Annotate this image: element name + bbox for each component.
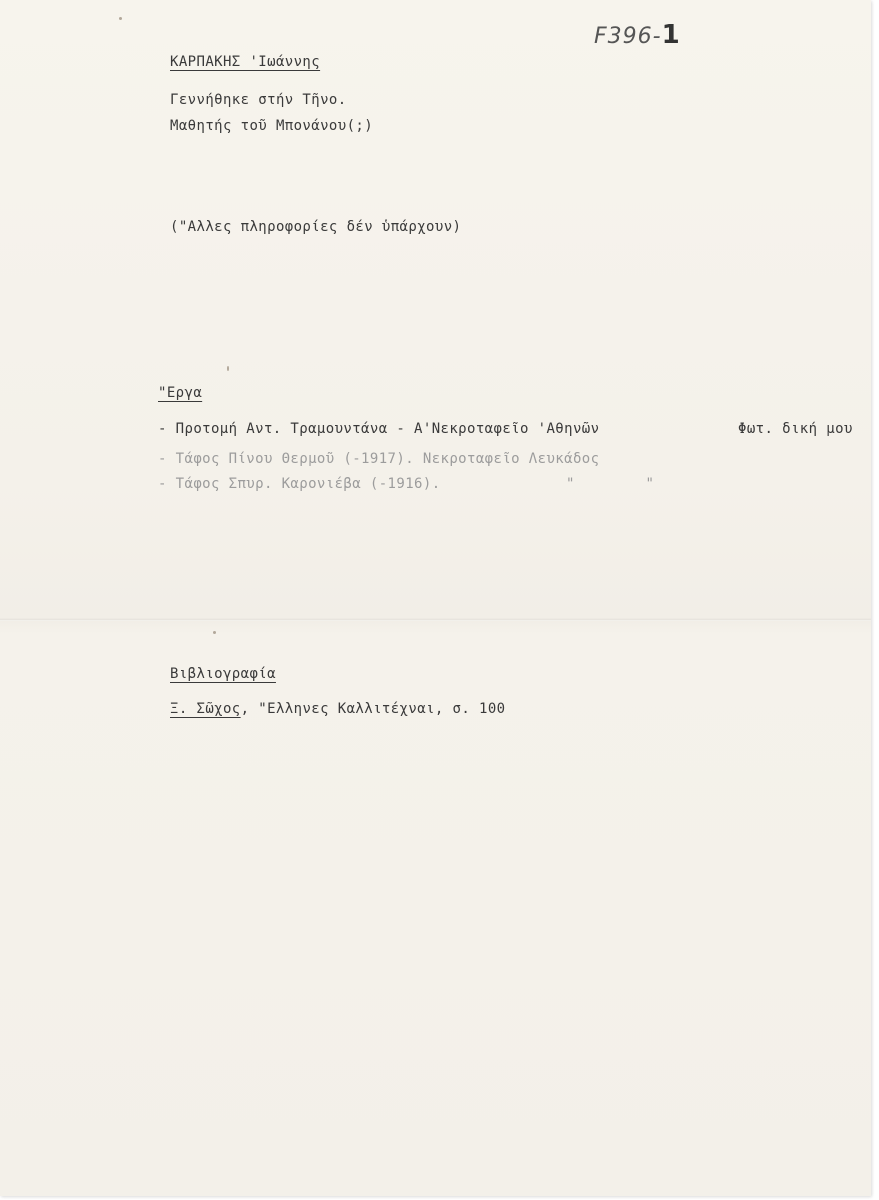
bibliography-entry [170,701,506,717]
handwritten-annotation [594,20,681,50]
bio-line: Γεννήθηκε στήν Τῆνο. [170,92,347,108]
work-item: - Τάφος Πίνου Θερμοῦ (-1917). Νεκροταφεῖο Λευκάδος [158,451,600,467]
works-heading: "Εργα [158,385,203,401]
bio-line: Μαθητής τοῦ Μπονάνου(;) [170,118,374,134]
work-item: - Προτομή Αντ. Τραμουντάνα - Α'Νεκροταφεῖο 'Αθηνῶν [158,421,600,437]
bibliography-title: , "Ελληνες Καλλιτέχναι, σ. 100 [240,701,506,717]
bibliography-author: Ξ. Σῶχος [170,701,241,717]
ditto-marks: " " [566,476,655,492]
info-note: ("Αλλες πληροφορίες δέν ὑπάρχουν) [170,219,462,235]
paper-speck [227,366,229,371]
paper-fold [0,618,871,621]
bibliography-heading: Βιβλιογραφία [170,666,276,682]
annotation-code: F396- [594,24,662,49]
paper-speck [119,17,122,20]
work-item: - Τάφος Σπυρ. Καρονιέβα (-1916). [158,476,441,492]
name-heading: ΚΑΡΠΑΚΗΣ 'Ιωάννης [170,54,321,70]
work-item-note: Φωτ. δική μου [738,421,853,437]
annotation-number: 1 [661,20,681,50]
paper-speck [213,631,216,634]
